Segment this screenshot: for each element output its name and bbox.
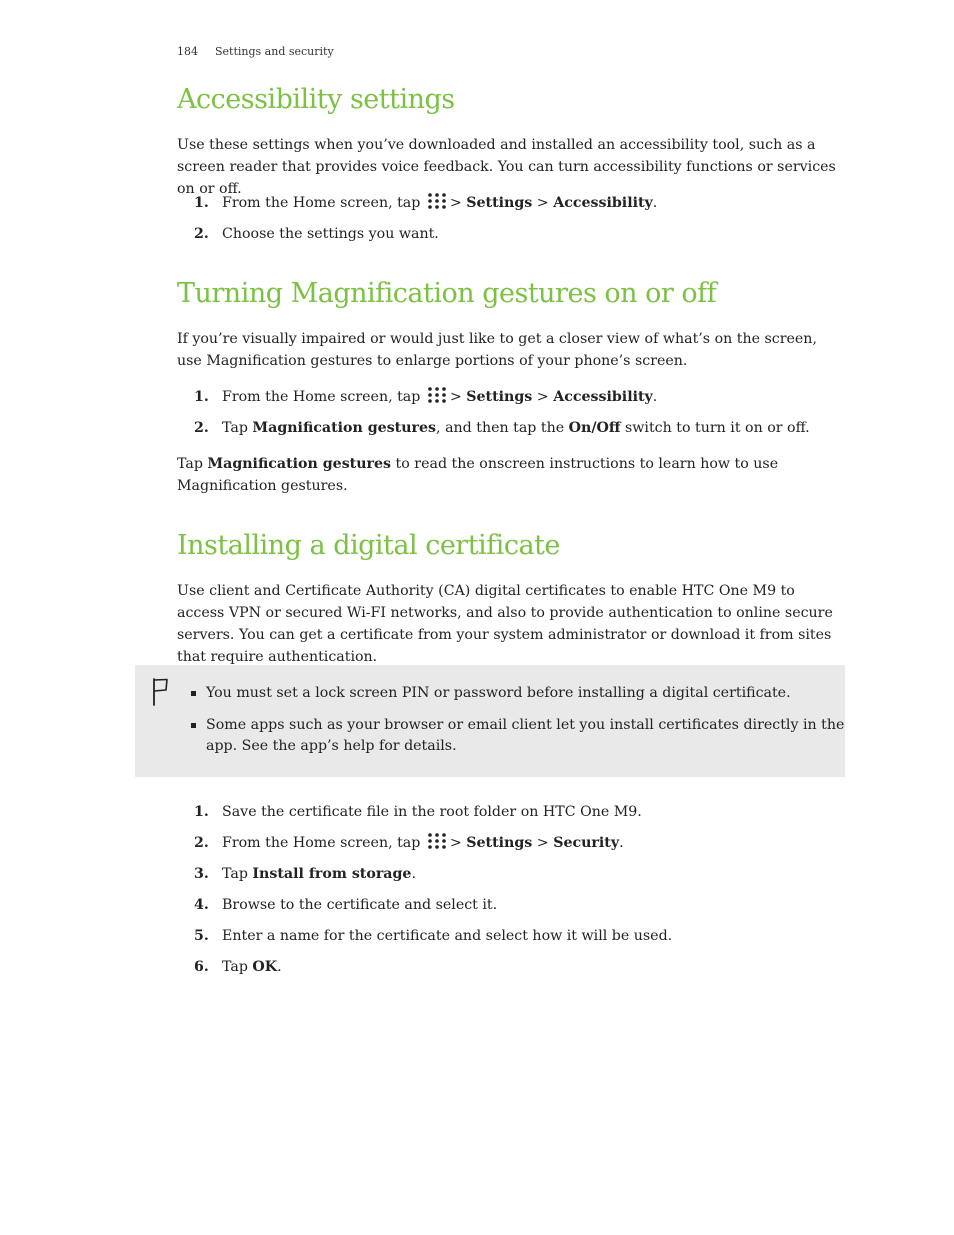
list-item: You must set a lock screen PIN or password before installing a digital certificate. [191,683,845,704]
accessibility-intro: Use these settings when you’ve downloaded and installed an accessibility tool, such as a screen reader that provides voice feedback. You can turn accessibility functions or services on or off. [177,137,836,197]
magnification-steps [177,386,810,448]
app-grid-icon [427,832,447,850]
certificate-intro: Use client and Certificate Authority (CA) digital certificates to enable HTC One M9 to access VPN or secured Wi-FI networks, and also to provide authentication to online secure servers. You can get a certificate from your system administrator or download it from sites that require authentication. [177,583,833,665]
certificate-steps [177,801,672,987]
accessibility-steps [177,192,657,254]
page-number: 184 [177,45,198,58]
note-box [135,665,845,777]
heading-accessibility-settings: Accessibility settings [177,84,455,115]
list-item: 2. From the Home screen, tap > Settings > Security. [177,832,672,863]
list-item: 1. From the Home screen, tap > Settings > Accessibility. [177,192,657,223]
list-item: 1. Save the certificate file in the root folder on HTC One M9. [194,804,642,820]
list-item: 1. From the Home screen, tap > Settings > Accessibility. [177,386,810,417]
flag-icon [150,677,170,707]
list-item: 2. Choose the settings you want. [194,226,439,242]
app-grid-icon [427,192,447,210]
app-grid-icon [427,386,447,404]
section-name: Settings and security [215,45,334,58]
page-header [177,45,334,58]
magnification-intro: If you’re visually impaired or would just like to get a closer view of what’s on the screen, use Magnification gestures to enlarge portions of your phone’s screen. [177,331,817,369]
heading-digital-certificate: Installing a digital certificate [177,530,560,561]
magnification-outro: Tap Magnification gestures to read the onscreen instructions to learn how to use Magnification gestures. [177,456,779,494]
note-list [191,683,845,757]
list-item: 4. Browse to the certificate and select it. [194,897,498,913]
list-item: 6. Tap OK. [194,959,282,975]
list-item: Some apps such as your browser or email client let you install certificates directly in the app. See the app’s help for details. [191,715,845,757]
list-item: 3. Tap Install from storage. [194,866,416,882]
heading-magnification-gestures: Turning Magnification gestures on or off [177,278,717,309]
list-item: 2. Tap Magnification gestures, and then tap the On/Off switch to turn it on or off. [194,420,810,436]
list-item: 5. Enter a name for the certificate and select how it will be used. [194,928,673,944]
